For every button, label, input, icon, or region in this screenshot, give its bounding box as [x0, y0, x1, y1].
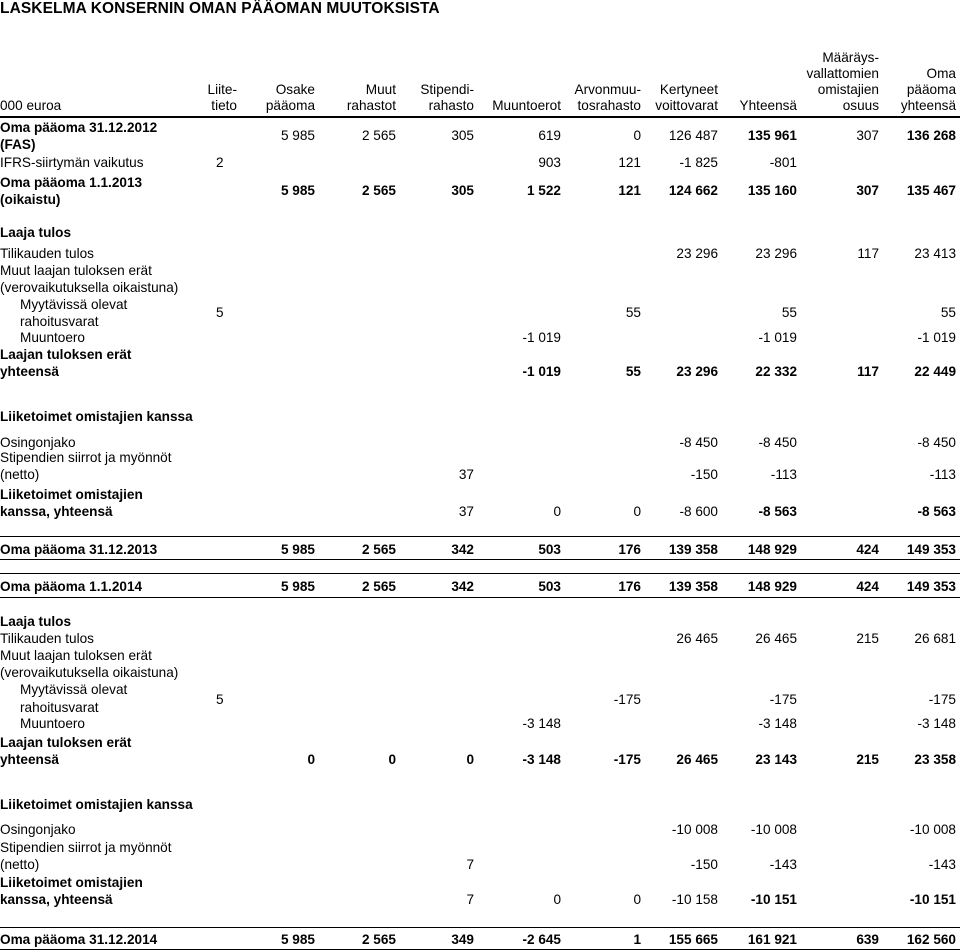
cell-yht: 23 296 [755, 246, 797, 261]
row-label: Oma pääoma 31.12.2013 [0, 542, 158, 557]
cell-stip: 7 [466, 857, 474, 872]
row-label: Oma pääoma 31.12.2012 [0, 120, 158, 135]
cell-maar: 424 [856, 542, 879, 557]
header-oma: pääoma [906, 82, 956, 97]
cell-kert: 124 662 [668, 183, 718, 198]
row-label: (verovaikutuksella oikaistuna) [0, 665, 179, 680]
header-muut: Muut [365, 82, 396, 97]
cell-oma: -3 148 [917, 716, 956, 731]
cell-arvon: 1 [633, 932, 641, 947]
cell-yht: 26 465 [755, 631, 797, 646]
row-label: Osingonjako [0, 822, 76, 837]
cell-oma: 26 681 [914, 631, 956, 646]
cell-liite: 2 [216, 155, 224, 170]
cell-yht: 148 929 [747, 542, 797, 557]
header-stip: rahasto [428, 98, 474, 113]
header-oma: yhteensä [900, 98, 956, 113]
cell-muunto: 0 [553, 504, 561, 519]
cell-oma: -143 [928, 857, 956, 872]
cell-yht: -143 [769, 857, 797, 872]
row-label: IFRS-siirtymän vaikutus [0, 155, 144, 170]
cell-muut: 2 565 [361, 932, 396, 947]
cell-oma: -8 563 [917, 504, 956, 519]
cell-yht: -8 563 [758, 504, 797, 519]
header-liite: tieto [211, 98, 237, 113]
row-label: Laajan tuloksen erät [0, 735, 132, 750]
header-maar: osuus [842, 98, 879, 113]
cell-kert: 139 358 [668, 542, 718, 557]
row-label: Stipendien siirrot ja myönnöt [0, 450, 172, 465]
cell-oma: 55 [940, 305, 956, 320]
cell-muunto: -1 019 [522, 364, 561, 379]
cell-arvon: 55 [625, 305, 641, 320]
row-label: kanssa, yhteensä [0, 892, 113, 907]
cell-oma: 162 560 [906, 932, 956, 947]
cell-oma: 135 467 [906, 183, 956, 198]
row-label: Stipendien siirrot ja myönnöt [0, 840, 172, 855]
header-arvon: Arvonmuu- [574, 82, 641, 97]
row-label: Tilikauden tulos [0, 246, 94, 261]
cell-maar: 117 [857, 246, 879, 261]
cell-muunto: 503 [538, 579, 561, 594]
cell-muut: 2 565 [361, 542, 396, 557]
cell-kert: -8 600 [679, 504, 718, 519]
header-oma: Oma [926, 66, 956, 81]
cell-maar: 424 [856, 579, 879, 594]
cell-yht: -8 450 [758, 435, 797, 450]
cell-osake: 5 985 [280, 183, 315, 198]
cell-osake: 0 [307, 752, 315, 767]
row-label: Oma pääoma 31.12.2014 [0, 932, 158, 947]
cell-oma: -1 019 [917, 330, 956, 345]
cell-arvon: 176 [618, 542, 641, 557]
cell-yht: 22 332 [755, 364, 797, 379]
cell-muunto: 0 [553, 892, 561, 907]
cell-arvon: 121 [618, 155, 641, 170]
cell-yht: -1 019 [758, 330, 797, 345]
cell-arvon: 121 [618, 183, 641, 198]
row-label: Muut laajan tuloksen erät [0, 263, 152, 278]
cell-oma: -113 [929, 467, 956, 482]
row-label: (FAS) [0, 137, 36, 152]
rule-2014-open-top [0, 573, 960, 574]
rule-2013-bottom [0, 559, 960, 560]
row-label: rahoitusvarat [20, 314, 99, 329]
cell-yht: -801 [769, 155, 797, 170]
row-label: (netto) [0, 467, 40, 482]
row-label: Laaja tulos [0, 225, 72, 240]
row-label: Myytävissä olevat [20, 297, 128, 312]
cell-liite: 5 [216, 305, 224, 320]
cell-kert: 155 665 [668, 932, 718, 947]
header-osake: Osake [275, 82, 315, 97]
cell-kert: 26 465 [676, 752, 718, 767]
row-label: kanssa, yhteensä [0, 504, 113, 519]
cell-arvon: 0 [633, 892, 641, 907]
cell-arvon: 0 [633, 128, 641, 143]
row-label: (netto) [0, 857, 40, 872]
cell-kert: -8 450 [679, 435, 718, 450]
cell-maar: 215 [856, 631, 879, 646]
header-maar: omistajien [817, 82, 879, 97]
cell-yht: 55 [781, 305, 797, 320]
cell-osake: 5 985 [280, 542, 315, 557]
cell-yht: -175 [769, 692, 797, 707]
cell-arvon: 176 [618, 579, 641, 594]
cell-stip: 0 [466, 752, 474, 767]
row-label: (verovaikutuksella oikaistuna) [0, 280, 179, 295]
cell-muut: 2 565 [361, 128, 396, 143]
cell-kert: 139 358 [668, 579, 718, 594]
cell-maar: 639 [856, 932, 879, 947]
row-label: Oma pääoma 1.1.2013 [0, 175, 143, 190]
row-label: Laajan tuloksen erät [0, 347, 132, 362]
rule-2014-top [0, 927, 960, 928]
cell-kert: 26 465 [676, 631, 718, 646]
header-unit: 000 euroa [0, 98, 62, 113]
header-stip: Stipendi- [420, 82, 474, 97]
cell-oma: 136 268 [906, 128, 956, 143]
row-label: (oikaistu) [0, 192, 61, 207]
cell-oma: 22 449 [914, 364, 956, 379]
cell-stip: 349 [451, 932, 474, 947]
row-label: Muut laajan tuloksen erät [0, 648, 152, 663]
row-label: rahoitusvarat [20, 700, 99, 715]
cell-yht: -10 151 [750, 892, 797, 907]
cell-stip: 7 [466, 892, 474, 907]
row-label: Liiketoimet omistajien [0, 487, 143, 502]
header-muunto: Muuntoerot [492, 98, 561, 113]
cell-stip: 342 [451, 542, 474, 557]
cell-stip: 305 [451, 128, 474, 143]
cell-kert: -150 [690, 857, 718, 872]
row-label: yhteensä [0, 364, 59, 379]
row-label: Myytävissä olevat [20, 682, 128, 697]
cell-maar: 307 [856, 128, 879, 143]
header-osake: pääoma [265, 98, 315, 113]
header-maar: vallattomien [806, 66, 879, 81]
cell-muunto: 1 522 [526, 183, 561, 198]
header-rule [0, 116, 960, 118]
header-maar: Määräys- [822, 50, 879, 65]
cell-stip: 37 [458, 504, 474, 519]
cell-muunto: 903 [538, 155, 561, 170]
cell-oma: -8 450 [917, 435, 956, 450]
cell-arvon: -175 [613, 692, 641, 707]
cell-muut: 0 [388, 752, 396, 767]
cell-arvon: 55 [625, 364, 641, 379]
cell-oma: -10 008 [909, 822, 956, 837]
cell-oma: -10 151 [909, 892, 956, 907]
cell-muunto: -3 148 [522, 716, 561, 731]
cell-stip: 342 [451, 579, 474, 594]
header-arvon: tosrahasto [577, 98, 641, 113]
header-yht: Yhteensä [739, 98, 797, 113]
cell-yht: 148 929 [747, 579, 797, 594]
header-muut: rahastot [346, 98, 396, 113]
rule-2014-bottom [0, 949, 960, 950]
cell-muunto: -2 645 [522, 932, 561, 947]
row-label: Liiketoimet omistajien kanssa [0, 409, 193, 424]
cell-yht: 23 143 [755, 752, 797, 767]
cell-kert: 126 487 [668, 128, 718, 143]
cell-osake: 5 985 [280, 932, 315, 947]
cell-osake: 5 985 [280, 128, 315, 143]
header-kert: voittovarat [655, 98, 718, 113]
cell-maar: 215 [856, 752, 879, 767]
rule-2013-top [0, 536, 960, 537]
cell-muut: 2 565 [361, 579, 396, 594]
cell-kert: -1 825 [679, 155, 718, 170]
row-label: Osingonjako [0, 435, 76, 450]
cell-yht: 135 160 [747, 183, 797, 198]
cell-kert: 23 296 [676, 246, 718, 261]
cell-liite: 5 [216, 692, 224, 707]
row-label: Tilikauden tulos [0, 631, 94, 646]
cell-muunto: 619 [538, 128, 561, 143]
cell-kert: 23 296 [676, 364, 718, 379]
cell-oma: 23 358 [914, 752, 956, 767]
cell-stip: 37 [458, 467, 474, 482]
cell-maar: 117 [857, 364, 879, 379]
header-liite: Liite- [207, 82, 237, 97]
cell-yht: 135 961 [747, 128, 797, 143]
cell-arvon: -175 [613, 752, 641, 767]
cell-stip: 305 [451, 183, 474, 198]
cell-kert: -150 [690, 467, 718, 482]
cell-yht: -3 148 [758, 716, 797, 731]
row-label: Liiketoimet omistajien [0, 875, 143, 890]
cell-kert: -10 158 [671, 892, 718, 907]
row-label: Muuntoero [20, 330, 85, 345]
cell-oma: -175 [928, 692, 956, 707]
row-label: yhteensä [0, 752, 59, 767]
cell-kert: -10 008 [671, 822, 718, 837]
cell-muunto: -3 148 [522, 752, 561, 767]
row-label: Muuntoero [20, 716, 85, 731]
cell-yht: -113 [770, 467, 797, 482]
cell-yht: -10 008 [750, 822, 797, 837]
cell-muunto: 503 [538, 542, 561, 557]
cell-arvon: 0 [633, 504, 641, 519]
rule-2014-open-bottom [0, 597, 960, 598]
row-label: Liiketoimet omistajien kanssa [0, 797, 193, 812]
cell-muut: 2 565 [361, 183, 396, 198]
header-kert: Kertyneet [659, 82, 718, 97]
page-title: LASKELMA KONSERNIN OMAN PÄÄOMAN MUUTOKSISTA [0, 0, 440, 17]
cell-muunto: -1 019 [522, 330, 561, 345]
cell-oma: 23 413 [914, 246, 956, 261]
cell-osake: 5 985 [280, 579, 315, 594]
cell-maar: 307 [856, 183, 879, 198]
cell-yht: 161 921 [747, 932, 797, 947]
cell-oma: 149 353 [906, 579, 956, 594]
row-label: Oma pääoma 1.1.2014 [0, 579, 143, 594]
cell-oma: 149 353 [906, 542, 956, 557]
row-label: Laaja tulos [0, 614, 72, 629]
